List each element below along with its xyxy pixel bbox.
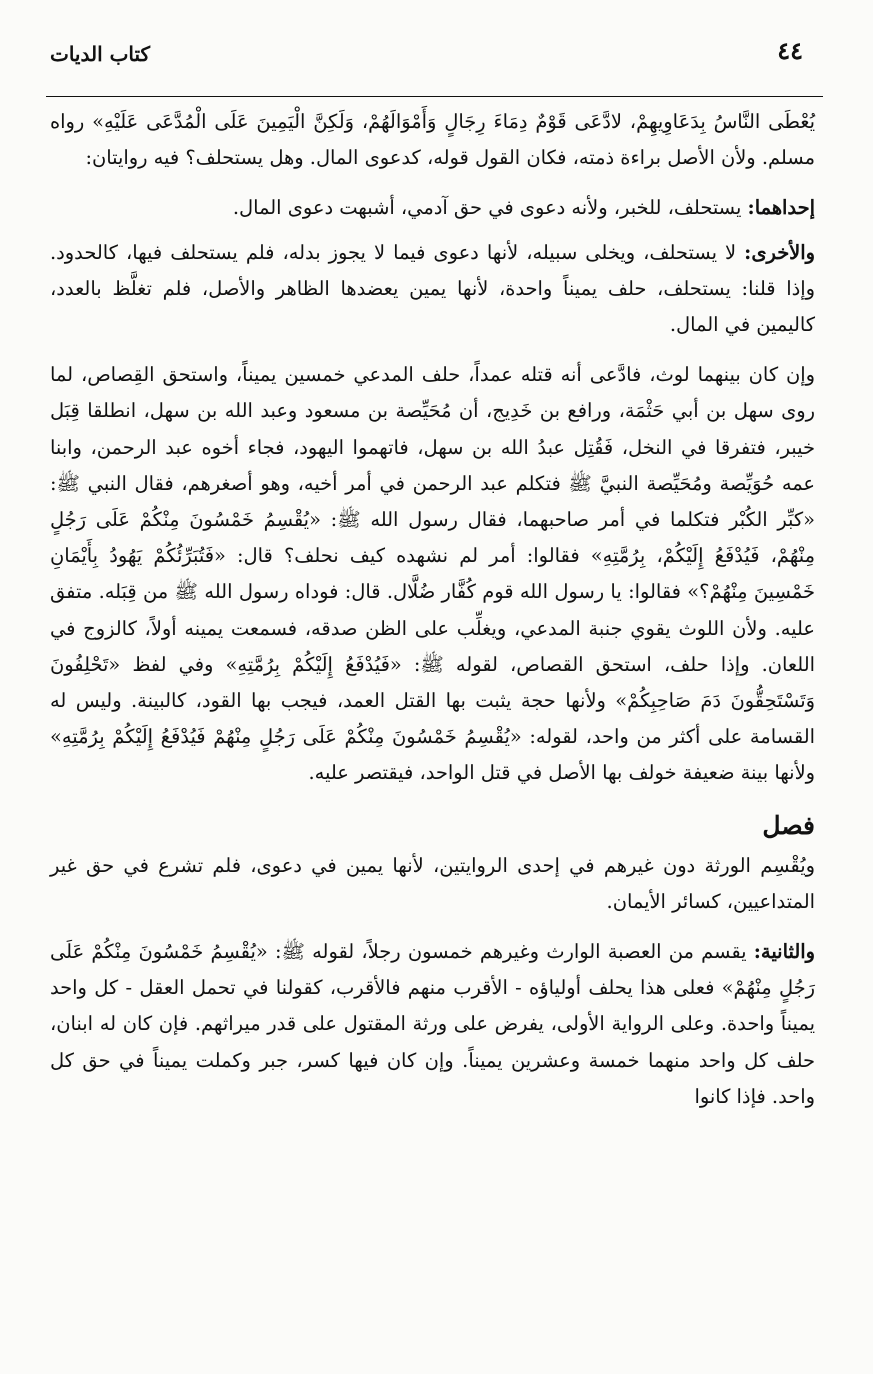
paragraph-text: يقسم من العصبة الوارث وغيرهم خمسون رجلاً، لقوله ﷺ: «يُقْسِمُ خَمْسُونَ مِنْكُمْ عَلَى رَجُلٍ مِنْهُمْ» فعلى هذا يحلف أولياؤه - الأقرب منهم فالأقرب، كقولنا في تحمل العقل - كل واحد يميناً واحدة. وعلى الرواية الأولى، يفرض على ورثة المقتول على قدر ميراثهم. فإن كان له ابنان، حلف كل واحد منهما خمسة وعشرين يميناً. وإن كان فيها كسر، جبر وكملت يميناً في حق كل واحد. فإذا كانوا	[50, 940, 815, 1108]
paragraph	[50, 934, 815, 1115]
paragraph-text: وإن كان بينهما لوث، فادَّعى أنه قتله عمداً، حلف المدعي خمسين يميناً، واستحق القِصاص، لما روى سهل بن أبي حَثْمَة، ورافع بن خَدِيج، أن مُحَيِّصة بن مسعود وعبد الله بن سهل، انطلقا قِبَل خيبر، فتفرقا في النخل، فَقُتِل عبدُ الله بن سهل، فاتهموا اليهود، فجاء أخوه عبد الرحمن، وابنا عمه حُوَيِّصة ومُحَيِّصة النبيَّ ﷺ فتكلم عبد الرحمن في أمر أخيه، وهو أصغرهم، فقال النبي ﷺ: «كبِّر الكُبْر فتكلما في أمر صاحبهما، فقال رسول الله ﷺ: «يُقْسِمُ خَمْسُونَ مِنْكُمْ عَلَى رَجُلٍ مِنْهُمْ، فَيُدْفَعُ إِلَيْكُمْ، بِرُمَّتِهِ» فقالوا: أمر لم نشهده كيف نحلف؟ قال: «فَتُبَرِّئُكُمْ يَهُودُ بِأَيْمَانِ خَمْسِينَ مِنْهُمْ؟» فقالوا: يا رسول الله قوم كُفَّار ضُلَّال. قال: فوداه رسول الله ﷺ من قِبَله. متفق عليه. ولأن اللوث يقوي جنبة المدعي، ويغلِّب على الظن صدقه، فسمعت يمينه أولاً، كالزوج في اللعان. وإذا حلف، استحق القصاص، لقوله ﷺ: «فَيُدْفَعُ إِلَيْكُمْ بِرُمَّتِهِ» وفي لفظ «تَحْلِفُونَ وَتَسْتَحِقُّونَ دَمَ صَاحِبِكُمْ» ولأنها حجة يثبت بها القتل العمد، فيجب بها القود، كالبينة. وليس له القسامة على أكثر من واحد، لقوله: «يُقْسِمُ خَمْسُونَ مِنْكُمْ عَلَى رَجُلٍ مِنْهُمْ فَيُدْفَعُ إِلَيْكُمْ بِرُمَّتِهِ» ولأنها بينة ضعيفة خولف بها الأصل في قتل الواحد، فيقتصر عليه.	[50, 363, 815, 785]
paragraph-text: ويُقْسِم الورثة دون غيرهم في إحدى الروايتين، لأنها يمين في دعوى، فلم تشرع في حق غير المتداعيين، كسائر الأيمان.	[50, 853, 815, 913]
paragraph-text: لا يستحلف، ويخلى سبيله، لأنها دعوى فيما لا يجوز بدله، فلم يستحلف فيها، كالحدود. وإذا قلنا: يستحلف، حلف يميناً واحدة، لأنها يمين يعضدها الظاهر والأصل، فلم تغلَّظ بالعدد، كاليمين في المال.	[50, 240, 815, 337]
book-title: كتاب الديات	[50, 42, 151, 66]
paragraph	[50, 357, 815, 791]
paragraph-text: يُعْطَى النَّاسُ بِدَعَاوِيهِمْ، لادَّعَى قَوْمٌ دِمَاءَ رِجَالٍ وَأَمْوَالَهُمْ، وَلَكِنَّ الْيَمِينَ عَلَى الْمُدَّعَى عَلَيْهِ» رواه مسلم. ولأن الأصل براءة ذمته، فكان القول قوله، كدعوى المال. وهل يستحلف؟ فيه روايتان:	[50, 110, 815, 170]
paragraph	[50, 235, 815, 344]
paragraph	[50, 104, 815, 176]
paragraph-text: يستحلف، للخبر، ولأنه دعوى في حق آدمي، أشبهت دعوى المال.	[232, 196, 748, 220]
paragraph	[50, 190, 815, 226]
paragraph-lead: والأخرى:	[744, 240, 815, 264]
page-number: ٤٤	[777, 36, 803, 65]
page-header	[46, 30, 823, 97]
paragraph-lead: والثانية:	[753, 940, 815, 964]
page-body	[50, 104, 815, 1129]
paragraph	[50, 848, 815, 920]
section-heading: فصل	[762, 810, 815, 840]
paragraph-lead: إحداهما:	[747, 196, 815, 220]
